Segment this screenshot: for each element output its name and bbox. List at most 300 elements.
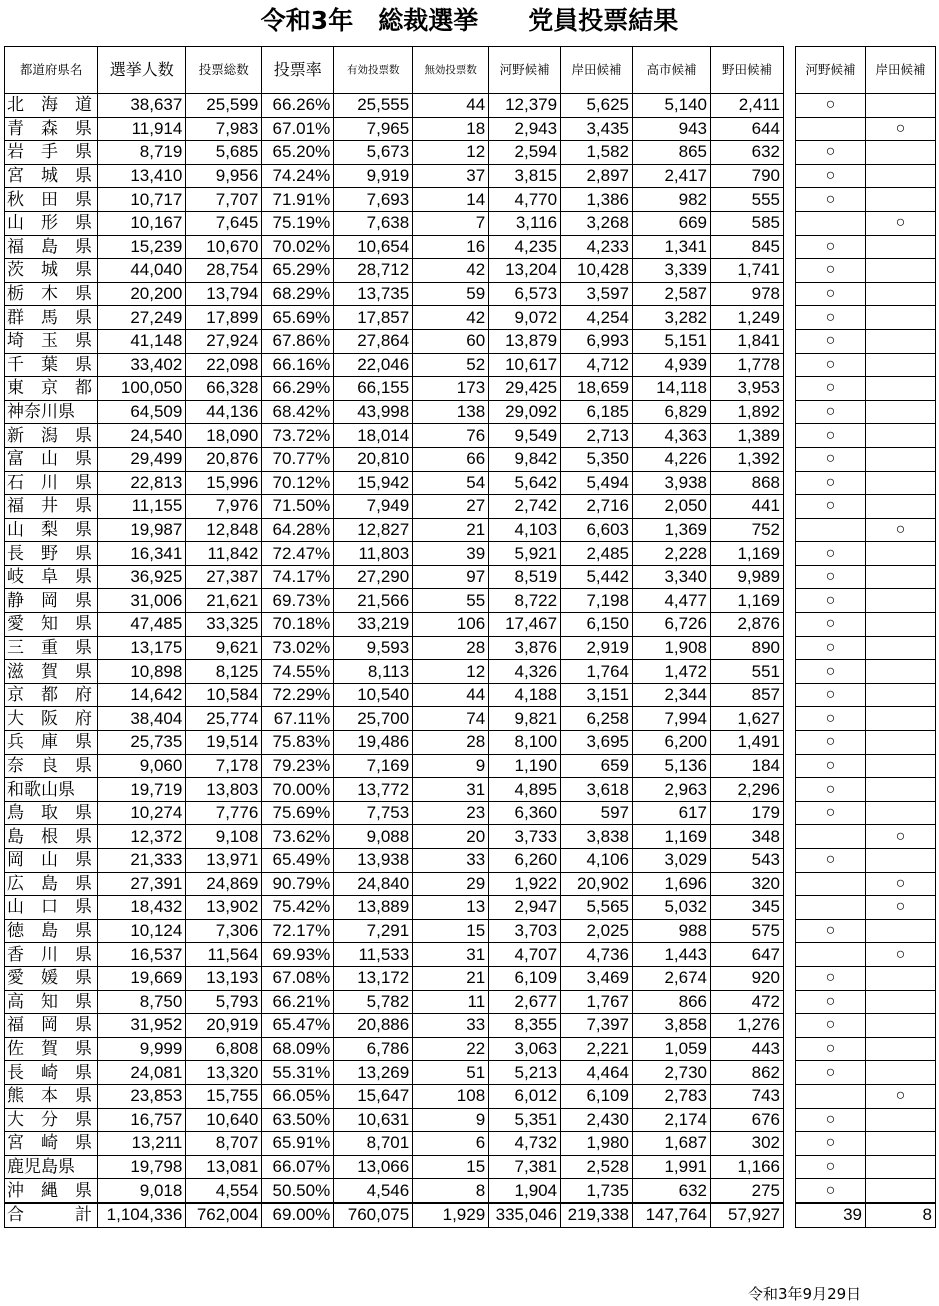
winner-table: [795, 46, 936, 1228]
cell-electors: 16,341: [98, 542, 186, 566]
cell-prefecture: 大 分 県: [5, 1108, 98, 1132]
cell-kono-win: ○: [796, 542, 866, 566]
table-row: [5, 306, 784, 330]
table-row: [5, 141, 784, 165]
cell-total-votes: 9,621: [186, 636, 262, 660]
cell-valid-votes: 10,631: [334, 1108, 413, 1132]
cell-valid-votes: 12,827: [334, 518, 413, 542]
cell-noda-votes: 676: [711, 1108, 784, 1132]
cell-kono-win: ○: [796, 329, 866, 353]
cell-kishida-votes: 2,430: [561, 1108, 633, 1132]
cell-electors: 24,540: [98, 424, 186, 448]
cell-turnout: 70.18%: [262, 613, 334, 637]
cell-invalid-votes: 9: [413, 754, 489, 778]
header-row: [5, 47, 784, 94]
cell-kishida-win: [866, 424, 936, 448]
cell-kishida-votes: 659: [561, 754, 633, 778]
cell-prefecture: 長 野 県: [5, 542, 98, 566]
winner-row: [796, 94, 936, 118]
cell-electors: 15,239: [98, 235, 186, 259]
cell-invalid-votes: 16: [413, 235, 489, 259]
cell-invalid-votes: 44: [413, 683, 489, 707]
cell-turnout: 79.23%: [262, 754, 334, 778]
cell-kono-votes: 335,046: [489, 1203, 561, 1227]
winner-row: [796, 683, 936, 707]
cell-kishida-win: [866, 849, 936, 873]
cell-valid-votes: 27,290: [334, 565, 413, 589]
cell-prefecture: 群 馬 県: [5, 306, 98, 330]
header-turnout: 投票率: [262, 47, 334, 94]
cell-electors: 24,081: [98, 1061, 186, 1085]
cell-valid-votes: 8,701: [334, 1132, 413, 1156]
winner-row: [796, 990, 936, 1014]
cell-electors: 20,200: [98, 282, 186, 306]
winner-row: [796, 495, 936, 519]
table-row: [5, 377, 784, 401]
cell-kishida-win: [866, 801, 936, 825]
table-row: [5, 707, 784, 731]
cell-invalid-votes: 44: [413, 94, 489, 118]
cell-noda-votes: 1,169: [711, 589, 784, 613]
winner-row: [796, 141, 936, 165]
cell-kishida-votes: 7,397: [561, 1014, 633, 1038]
cell-noda-votes: 9,989: [711, 565, 784, 589]
cell-noda-votes: 441: [711, 495, 784, 519]
winner-header-row: [796, 47, 936, 94]
cell-takaichi-votes: 865: [633, 141, 711, 165]
cell-takaichi-votes: 4,477: [633, 589, 711, 613]
cell-kishida-votes: 3,695: [561, 731, 633, 755]
cell-takaichi-votes: 4,226: [633, 447, 711, 471]
cell-kono-win: [796, 211, 866, 235]
cell-electors: 16,537: [98, 943, 186, 967]
cell-electors: 13,211: [98, 1132, 186, 1156]
cell-kono-votes: 6,573: [489, 282, 561, 306]
cell-kono-votes: 1,922: [489, 872, 561, 896]
cell-kono-win: ○: [796, 1014, 866, 1038]
cell-prefecture: 埼 玉 県: [5, 329, 98, 353]
cell-electors: 38,637: [98, 94, 186, 118]
cell-valid-votes: 760,075: [334, 1203, 413, 1227]
cell-kono-votes: 7,381: [489, 1155, 561, 1179]
winner-row: [796, 1179, 936, 1203]
winner-row: [796, 1132, 936, 1156]
cell-valid-votes: 6,786: [334, 1037, 413, 1061]
cell-turnout: 73.62%: [262, 825, 334, 849]
cell-kishida-win: [866, 683, 936, 707]
cell-kishida-votes: 5,350: [561, 447, 633, 471]
cell-total-votes: 66,328: [186, 377, 262, 401]
cell-turnout: 68.29%: [262, 282, 334, 306]
cell-kishida-votes: 1,767: [561, 990, 633, 1014]
cell-kishida-votes: 6,185: [561, 400, 633, 424]
cell-kono-votes: 3,703: [489, 919, 561, 943]
cell-valid-votes: 7,965: [334, 117, 413, 141]
cell-invalid-votes: 7: [413, 211, 489, 235]
cell-valid-votes: 10,540: [334, 683, 413, 707]
cell-total-votes: 13,803: [186, 778, 262, 802]
cell-invalid-votes: 106: [413, 613, 489, 637]
cell-kishida-win: [866, 400, 936, 424]
cell-kono-win: ○: [796, 1155, 866, 1179]
cell-turnout: 70.12%: [262, 471, 334, 495]
cell-kishida-win: [866, 660, 936, 684]
cell-kono-votes: 9,842: [489, 447, 561, 471]
cell-takaichi-votes: 1,687: [633, 1132, 711, 1156]
cell-valid-votes: 13,938: [334, 849, 413, 873]
cell-electors: 16,757: [98, 1108, 186, 1132]
winner-row: [796, 518, 936, 542]
table-row: [5, 589, 784, 613]
cell-total-votes: 7,306: [186, 919, 262, 943]
table-row: [5, 235, 784, 259]
cell-noda-votes: 978: [711, 282, 784, 306]
table-row: [5, 329, 784, 353]
cell-prefecture: 島 根 県: [5, 825, 98, 849]
cell-turnout: 63.50%: [262, 1108, 334, 1132]
cell-kishida-votes: 2,713: [561, 424, 633, 448]
cell-electors: 12,372: [98, 825, 186, 849]
cell-prefecture: 石 川 県: [5, 471, 98, 495]
winner-row: [796, 259, 936, 283]
cell-noda-votes: 275: [711, 1179, 784, 1203]
cell-total-votes: 8,707: [186, 1132, 262, 1156]
cell-electors: 27,249: [98, 306, 186, 330]
cell-kono-win: ○: [796, 1061, 866, 1085]
cell-kono-win: ○: [796, 282, 866, 306]
cell-valid-votes: 43,998: [334, 400, 413, 424]
cell-total-votes: 10,584: [186, 683, 262, 707]
header-kishida-win: 岸田候補: [866, 47, 936, 94]
table-row: [5, 896, 784, 920]
cell-valid-votes: 24,840: [334, 872, 413, 896]
table-row: [5, 259, 784, 283]
cell-kishida-votes: 5,494: [561, 471, 633, 495]
cell-electors: 33,402: [98, 353, 186, 377]
cell-takaichi-votes: 1,059: [633, 1037, 711, 1061]
cell-takaichi-votes: 2,674: [633, 966, 711, 990]
cell-kishida-win: [866, 1061, 936, 1085]
cell-kono-win: [796, 896, 866, 920]
cell-kishida-win: ○: [866, 211, 936, 235]
cell-turnout: 55.31%: [262, 1061, 334, 1085]
cell-takaichi-votes: 3,340: [633, 565, 711, 589]
cell-prefecture: 徳 島 県: [5, 919, 98, 943]
cell-valid-votes: 18,014: [334, 424, 413, 448]
cell-total-votes: 17,899: [186, 306, 262, 330]
winner-row: [796, 1014, 936, 1038]
cell-turnout: 65.49%: [262, 849, 334, 873]
cell-total-votes: 7,178: [186, 754, 262, 778]
cell-kono-votes: 8,722: [489, 589, 561, 613]
cell-kishida-votes: 1,764: [561, 660, 633, 684]
cell-kishida-votes: 219,338: [561, 1203, 633, 1227]
cell-kishida-win: [866, 282, 936, 306]
cell-noda-votes: 632: [711, 141, 784, 165]
cell-kishida-votes: 4,254: [561, 306, 633, 330]
table-row: [5, 943, 784, 967]
cell-kono-votes: 8,519: [489, 565, 561, 589]
cell-kono-votes: 9,072: [489, 306, 561, 330]
cell-prefecture: 静 岡 県: [5, 589, 98, 613]
cell-total-votes: 13,193: [186, 966, 262, 990]
cell-noda-votes: 551: [711, 660, 784, 684]
cell-electors: 25,735: [98, 731, 186, 755]
cell-takaichi-votes: 5,032: [633, 896, 711, 920]
cell-kono-votes: 5,921: [489, 542, 561, 566]
cell-kono-votes: 3,116: [489, 211, 561, 235]
winner-row: [796, 731, 936, 755]
table-row: [5, 495, 784, 519]
cell-kishida-votes: 2,897: [561, 164, 633, 188]
cell-electors: 13,175: [98, 636, 186, 660]
table-row: [5, 424, 784, 448]
cell-prefecture: 合 計: [5, 1203, 98, 1227]
cell-electors: 10,124: [98, 919, 186, 943]
cell-invalid-votes: 15: [413, 919, 489, 943]
cell-kono-votes: 17,467: [489, 613, 561, 637]
results-table: [4, 46, 784, 1228]
cell-valid-votes: 13,735: [334, 282, 413, 306]
cell-kishida-win: [866, 94, 936, 118]
cell-valid-votes: 20,810: [334, 447, 413, 471]
cell-noda-votes: 1,169: [711, 542, 784, 566]
table-row: [5, 849, 784, 873]
cell-noda-votes: 575: [711, 919, 784, 943]
cell-valid-votes: 9,919: [334, 164, 413, 188]
winner-row: [796, 447, 936, 471]
cell-valid-votes: 7,753: [334, 801, 413, 825]
winner-row: [796, 471, 936, 495]
cell-total-votes: 13,081: [186, 1155, 262, 1179]
header-valid-votes: 有効投票数: [334, 47, 413, 94]
winner-row: [796, 636, 936, 660]
cell-total-votes: 13,971: [186, 849, 262, 873]
header-kono-win: 河野候補: [796, 47, 866, 94]
cell-kishida-win: ○: [866, 872, 936, 896]
cell-kishida-win: [866, 731, 936, 755]
winner-row: [796, 1108, 936, 1132]
cell-takaichi-votes: 2,587: [633, 282, 711, 306]
cell-electors: 36,925: [98, 565, 186, 589]
cell-total-votes: 5,685: [186, 141, 262, 165]
cell-electors: 19,798: [98, 1155, 186, 1179]
cell-invalid-votes: 54: [413, 471, 489, 495]
table-row: [5, 731, 784, 755]
winner-row: [796, 353, 936, 377]
cell-kono-win: ○: [796, 495, 866, 519]
cell-prefecture: 愛 知 県: [5, 613, 98, 637]
cell-takaichi-votes: 669: [633, 211, 711, 235]
cell-prefecture: 兵 庫 県: [5, 731, 98, 755]
cell-invalid-votes: 11: [413, 990, 489, 1014]
cell-kono-votes: 10,617: [489, 353, 561, 377]
header-kono: 河野候補: [489, 47, 561, 94]
cell-prefecture: 香 川 県: [5, 943, 98, 967]
cell-kono-win: ○: [796, 966, 866, 990]
cell-electors: 23,853: [98, 1084, 186, 1108]
cell-takaichi-votes: 1,991: [633, 1155, 711, 1179]
cell-kono-win: ○: [796, 919, 866, 943]
cell-valid-votes: 5,673: [334, 141, 413, 165]
cell-kishida-votes: 6,258: [561, 707, 633, 731]
cell-total-votes: 12,848: [186, 518, 262, 542]
cell-kono-votes: 2,947: [489, 896, 561, 920]
cell-kishida-win: [866, 306, 936, 330]
cell-turnout: 74.17%: [262, 565, 334, 589]
cell-prefecture: 福 岡 県: [5, 1014, 98, 1038]
cell-kishida-win: ○: [866, 1084, 936, 1108]
cell-kishida-votes: 2,716: [561, 495, 633, 519]
cell-kono-win: ○: [796, 801, 866, 825]
winner-row: [796, 164, 936, 188]
cell-kono-votes: 4,103: [489, 518, 561, 542]
cell-valid-votes: 13,772: [334, 778, 413, 802]
cell-kono-votes: 6,260: [489, 849, 561, 873]
table-row: [5, 447, 784, 471]
cell-noda-votes: 1,389: [711, 424, 784, 448]
cell-takaichi-votes: 4,939: [633, 353, 711, 377]
cell-kono-votes: 6,012: [489, 1084, 561, 1108]
cell-invalid-votes: 39: [413, 542, 489, 566]
cell-prefecture: 和歌山県: [5, 778, 98, 802]
cell-takaichi-votes: 2,050: [633, 495, 711, 519]
cell-invalid-votes: 18: [413, 117, 489, 141]
cell-kono-votes: 29,092: [489, 400, 561, 424]
cell-noda-votes: 790: [711, 164, 784, 188]
cell-kono-votes: 2,943: [489, 117, 561, 141]
cell-turnout: 74.55%: [262, 660, 334, 684]
cell-noda-votes: 184: [711, 754, 784, 778]
page-title: 令和3年 総裁選挙 党員投票結果: [260, 6, 679, 35]
cell-kono-votes: 4,770: [489, 188, 561, 212]
cell-turnout: 66.05%: [262, 1084, 334, 1108]
cell-noda-votes: 57,927: [711, 1203, 784, 1227]
cell-takaichi-votes: 2,783: [633, 1084, 711, 1108]
table-row: [5, 1155, 784, 1179]
cell-kono-votes: 5,642: [489, 471, 561, 495]
report-date: 令和3年9月29日: [748, 1285, 862, 1303]
cell-turnout: 50.50%: [262, 1179, 334, 1203]
cell-total-votes: 11,842: [186, 542, 262, 566]
cell-electors: 10,274: [98, 801, 186, 825]
cell-turnout: 75.19%: [262, 211, 334, 235]
cell-electors: 11,155: [98, 495, 186, 519]
cell-total-votes: 44,136: [186, 400, 262, 424]
cell-kono-win: [796, 1084, 866, 1108]
cell-invalid-votes: 108: [413, 1084, 489, 1108]
cell-kishida-votes: 1,735: [561, 1179, 633, 1203]
cell-electors: 22,813: [98, 471, 186, 495]
cell-noda-votes: 3,953: [711, 377, 784, 401]
cell-takaichi-votes: 2,174: [633, 1108, 711, 1132]
cell-turnout: 73.72%: [262, 424, 334, 448]
cell-kishida-votes: 3,151: [561, 683, 633, 707]
cell-electors: 29,499: [98, 447, 186, 471]
cell-kishida-votes: 6,993: [561, 329, 633, 353]
cell-kono-win: [796, 518, 866, 542]
cell-takaichi-votes: 2,730: [633, 1061, 711, 1085]
cell-kono-win: [796, 825, 866, 849]
cell-turnout: 66.26%: [262, 94, 334, 118]
cell-kishida-win: [866, 542, 936, 566]
total-row: [5, 1203, 784, 1227]
cell-turnout: 69.73%: [262, 589, 334, 613]
cell-kishida-votes: 4,712: [561, 353, 633, 377]
cell-prefecture: 秋 田 県: [5, 188, 98, 212]
cell-kono-win: ○: [796, 1108, 866, 1132]
table-row: [5, 683, 784, 707]
cell-invalid-votes: 21: [413, 518, 489, 542]
cell-noda-votes: 857: [711, 683, 784, 707]
cell-kishida-win: [866, 1108, 936, 1132]
cell-kono-win: ○: [796, 683, 866, 707]
winner-row: [796, 754, 936, 778]
cell-kishida-votes: 4,736: [561, 943, 633, 967]
cell-kono-win: ○: [796, 1179, 866, 1203]
cell-prefecture: 新 潟 県: [5, 424, 98, 448]
cell-noda-votes: 348: [711, 825, 784, 849]
cell-invalid-votes: 27: [413, 495, 489, 519]
cell-invalid-votes: 22: [413, 1037, 489, 1061]
table-row: [5, 636, 784, 660]
cell-valid-votes: 7,169: [334, 754, 413, 778]
cell-kishida-win: [866, 613, 936, 637]
cell-noda-votes: 543: [711, 849, 784, 873]
cell-total-votes: 27,924: [186, 329, 262, 353]
winner-row: [796, 1084, 936, 1108]
cell-total-votes: 33,325: [186, 613, 262, 637]
cell-kono-win: [796, 117, 866, 141]
cell-noda-votes: 647: [711, 943, 784, 967]
winner-row: [796, 282, 936, 306]
winner-row: [796, 660, 936, 684]
cell-valid-votes: 7,291: [334, 919, 413, 943]
cell-valid-votes: 13,066: [334, 1155, 413, 1179]
cell-kono-win: ○: [796, 424, 866, 448]
winner-row: [796, 849, 936, 873]
cell-noda-votes: 2,876: [711, 613, 784, 637]
table-row: [5, 94, 784, 118]
cell-prefecture: 滋 賀 県: [5, 660, 98, 684]
cell-turnout: 67.08%: [262, 966, 334, 990]
winner-row: [796, 565, 936, 589]
winner-row: [796, 778, 936, 802]
cell-kishida-win: 8: [866, 1203, 936, 1227]
winner-row: [796, 589, 936, 613]
cell-invalid-votes: 76: [413, 424, 489, 448]
table-row: [5, 1061, 784, 1085]
cell-turnout: 65.20%: [262, 141, 334, 165]
header-invalid-votes: 無効投票数: [413, 47, 489, 94]
cell-total-votes: 6,808: [186, 1037, 262, 1061]
cell-kishida-win: ○: [866, 518, 936, 542]
cell-kishida-votes: 3,268: [561, 211, 633, 235]
cell-takaichi-votes: 6,726: [633, 613, 711, 637]
cell-total-votes: 24,869: [186, 872, 262, 896]
cell-total-votes: 5,793: [186, 990, 262, 1014]
cell-kishida-votes: 18,659: [561, 377, 633, 401]
cell-kono-votes: 3,063: [489, 1037, 561, 1061]
cell-total-votes: 7,645: [186, 211, 262, 235]
winner-row: [796, 306, 936, 330]
cell-turnout: 64.28%: [262, 518, 334, 542]
cell-invalid-votes: 55: [413, 589, 489, 613]
table-row: [5, 400, 784, 424]
cell-prefecture: 長 崎 県: [5, 1061, 98, 1085]
cell-takaichi-votes: 1,908: [633, 636, 711, 660]
cell-electors: 9,060: [98, 754, 186, 778]
